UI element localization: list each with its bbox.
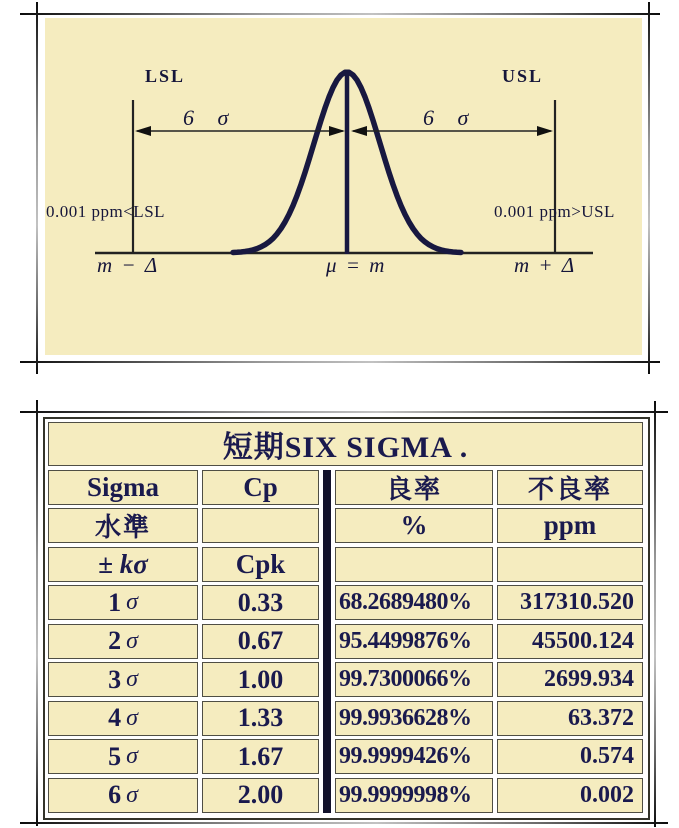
sigma-symbol: σ bbox=[126, 627, 138, 654]
left-six-sigma-label: 6 σ bbox=[183, 105, 229, 130]
diagram-frame-bottom bbox=[20, 361, 660, 363]
table-frame-top bbox=[20, 411, 668, 413]
bell-curve-figure bbox=[45, 18, 642, 355]
yield-value-cell: 99.9999426% bbox=[335, 739, 493, 774]
axis-label-lower: m − Δ bbox=[97, 253, 158, 277]
usl-label: USL bbox=[502, 66, 544, 86]
left-tail-note: 0.001 ppm<LSL bbox=[46, 202, 166, 221]
axis-label-mean: μ = m bbox=[326, 253, 385, 277]
sigma-level-cell bbox=[48, 778, 198, 813]
table-frame-left bbox=[36, 400, 38, 826]
diagram-frame-top bbox=[20, 13, 660, 15]
right-dimension-arrowhead-left bbox=[351, 126, 367, 136]
defect-value-cell: 45500.124 bbox=[497, 624, 643, 659]
sigma-symbol: σ bbox=[126, 666, 138, 692]
right-tail-note: 0.001 ppm>USL bbox=[494, 202, 615, 221]
yield-value-cell: 95.4499876% bbox=[335, 624, 493, 659]
sigma-level-cell bbox=[48, 739, 198, 774]
sigma-symbol: σ bbox=[126, 704, 138, 731]
header-sigma: Sigma bbox=[48, 470, 198, 505]
lsl-label: LSL bbox=[145, 66, 186, 86]
header-defect: 不良率 bbox=[497, 470, 643, 505]
row-k-defect-empty bbox=[497, 547, 643, 582]
unit-sigma-level: 水準 bbox=[48, 508, 198, 543]
defect-value-cell: 0.002 bbox=[497, 778, 643, 813]
table-column-divider bbox=[323, 470, 331, 813]
axis-label-upper: m + Δ bbox=[514, 253, 575, 277]
sigma-symbol: σ bbox=[126, 781, 138, 808]
sigma-level-cell bbox=[48, 585, 198, 620]
header-yield: 良率 bbox=[335, 470, 493, 505]
yield-value-cell: 99.9999998% bbox=[335, 778, 493, 813]
table-frame-right bbox=[654, 401, 656, 827]
cp-value-cell: 2.00 bbox=[202, 778, 319, 813]
yield-value-cell: 99.9936628% bbox=[335, 701, 493, 736]
sigma-symbol: σ bbox=[126, 589, 138, 615]
cp-value-cell: 1.00 bbox=[202, 662, 319, 697]
six-sigma-table bbox=[43, 417, 650, 820]
table-frame-bottom bbox=[20, 822, 668, 824]
defect-value-cell: 0.574 bbox=[497, 739, 643, 774]
defect-value-cell: 63.372 bbox=[497, 701, 643, 736]
unit-cp-empty bbox=[202, 508, 319, 543]
cp-value-cell: 0.33 bbox=[202, 585, 319, 620]
sigma-level-cell bbox=[48, 662, 198, 697]
diagram-frame-left bbox=[36, 2, 38, 374]
unit-defect-ppm: ppm bbox=[497, 508, 643, 543]
left-dimension-arrowhead-left bbox=[135, 126, 151, 136]
header-cp: Cp bbox=[202, 470, 319, 505]
sigma-level-number: 6 bbox=[108, 780, 122, 809]
table-title: 短期SIX SIGMA . bbox=[48, 422, 643, 466]
unit-yield-percent: % bbox=[335, 508, 493, 543]
sigma-level-number: 2 bbox=[108, 626, 122, 655]
row-k-yield-empty bbox=[335, 547, 493, 582]
diagram-frame-right bbox=[648, 2, 650, 374]
row-k-cpk-label: Cpk bbox=[202, 547, 319, 582]
sigma-level-number: 3 bbox=[108, 664, 122, 694]
sigma-level-number: 1 bbox=[108, 587, 122, 617]
sigma-level-cell bbox=[48, 624, 198, 659]
left-dimension-arrowhead-right bbox=[329, 126, 345, 136]
yield-value-cell: 68.2689480% bbox=[335, 585, 493, 620]
sigma-level-cell bbox=[48, 701, 198, 736]
defect-value-cell: 317310.520 bbox=[497, 585, 643, 620]
sigma-level-number: 4 bbox=[108, 703, 122, 732]
cp-value-cell: 1.67 bbox=[202, 739, 319, 774]
right-six-sigma-label: 6 σ bbox=[423, 105, 469, 130]
sigma-level-number: 5 bbox=[108, 741, 122, 771]
right-dimension-arrowhead-right bbox=[537, 126, 553, 136]
sigma-symbol: σ bbox=[126, 743, 138, 769]
row-k-sigma-label: ± kσ bbox=[48, 547, 198, 582]
cp-value-cell: 1.33 bbox=[202, 701, 319, 736]
defect-value-cell: 2699.934 bbox=[497, 662, 643, 697]
yield-value-cell: 99.7300066% bbox=[335, 662, 493, 697]
cp-value-cell: 0.67 bbox=[202, 624, 319, 659]
